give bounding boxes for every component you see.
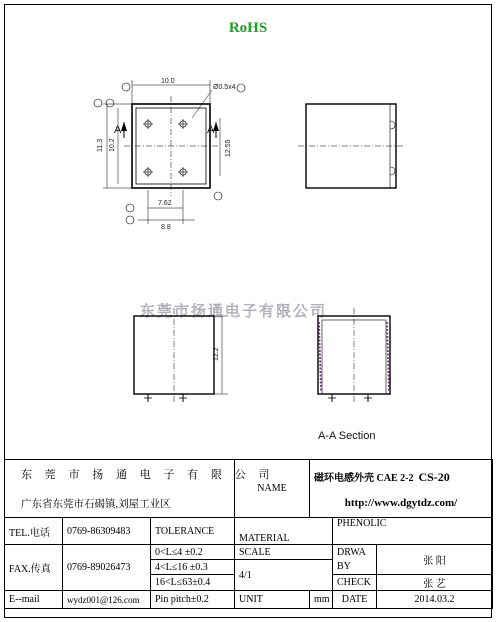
section-label: A-A Section	[318, 430, 376, 442]
part-description: 磁环电感外壳 CAE 2-2	[314, 472, 414, 484]
check-value: 张 艺	[377, 575, 493, 591]
company-name: 东 莞 市 扬 通 电 子 有 限 公 司	[21, 469, 275, 481]
section-mark-left: A	[114, 124, 122, 136]
dim-width: 10.0	[161, 78, 175, 85]
dim-front-height: 12.2	[213, 347, 220, 361]
material-value: PHENOLIC	[333, 518, 493, 545]
unit-label: UNIT	[235, 591, 310, 609]
drawn-by-value: 张 阳	[377, 545, 493, 575]
email-label: E--mail	[5, 591, 63, 609]
rohs-label: RoHS	[228, 20, 268, 36]
tolerance-4: Pin pitch±0.2	[151, 591, 235, 609]
part-info-cell	[310, 460, 493, 518]
drawn-by-label: DRWA BY	[333, 545, 377, 575]
section-arrow-left	[121, 122, 127, 131]
watermark-text: 东莞市扬通电子有限公司	[140, 302, 328, 320]
website: http://www.dgytdz.com/	[344, 496, 458, 509]
tel-label: TEL.电话	[5, 518, 63, 545]
tolerance-2: 4<L≤16 ±0.3	[151, 560, 235, 575]
dim-pin-pitch-v: 12.55	[225, 139, 232, 157]
part-number: CS-20	[418, 469, 450, 484]
company-address: 广东省东莞市石碣镇,刘屋工业区	[21, 499, 171, 510]
side-view	[298, 104, 404, 188]
material-label: MATERIAL	[235, 518, 333, 545]
title-block	[4, 459, 493, 609]
email-value: wydz001@126.com	[63, 591, 151, 609]
dim-hole-callout: Ø0.5x4	[213, 84, 236, 91]
dim-inner-height: 10.2	[109, 138, 116, 152]
dim-base-width: 8.8	[161, 224, 171, 231]
tolerance-3: 16<L≤63±0.4	[151, 575, 235, 591]
fax-value: 0769-89026473	[63, 545, 151, 591]
unit-value: mm	[310, 591, 333, 609]
scale-value: 4/1	[235, 560, 333, 591]
date-value: 2014.03.2	[377, 591, 493, 609]
date-label: DATE	[333, 591, 377, 609]
section-view	[318, 308, 390, 402]
pin-hole-marks	[143, 119, 188, 177]
scale-label: SCALE	[235, 545, 333, 560]
tel-value: 0769-86309483	[63, 518, 151, 545]
dim-height: 11.3	[97, 138, 104, 152]
tolerance-1: 0<L≤4 ±0.2	[151, 545, 235, 560]
fax-label: FAX.传真	[5, 545, 63, 591]
name-label: NAME	[235, 460, 310, 518]
tolerance-label: TOLERANCE	[151, 518, 235, 545]
check-label: CHECK	[333, 575, 377, 591]
section-mark-right: A	[207, 124, 215, 136]
dim-pin-pitch-h: 7.62	[158, 200, 172, 207]
